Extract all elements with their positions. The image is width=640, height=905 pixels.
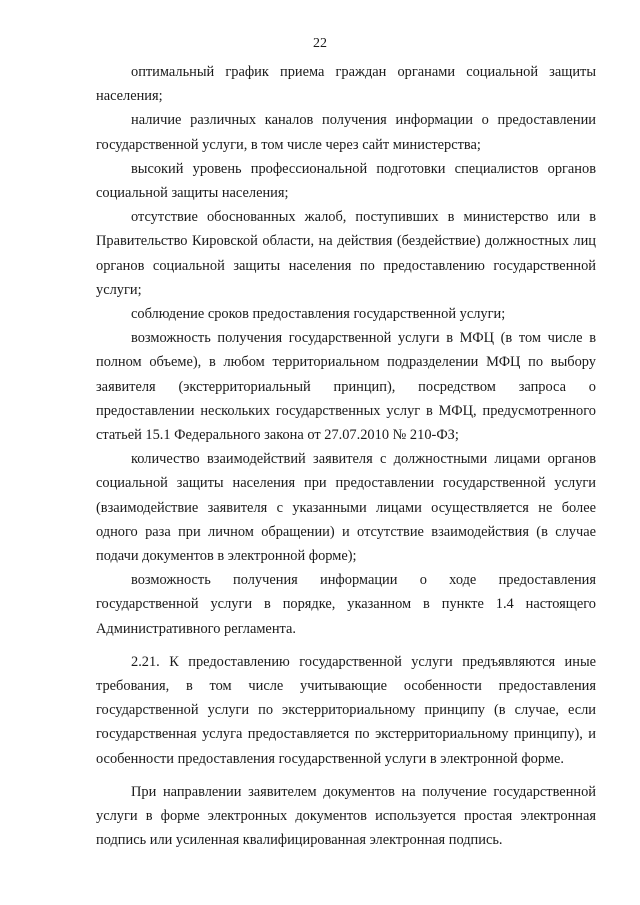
document-body: [96, 60, 596, 853]
paragraph-progress-info: возможность получения информации о ходе предоставления государственной услуги в порядке, указанном в пункте 1.4 настоящего Административного регламента.: [96, 572, 596, 637]
paragraph-electronic-signature: При направлении заявителем документов на получение государственной услуги в форме электронных документов используется простая электронная подпись или усиленная квалифицированная электронная подпись.: [96, 783, 596, 849]
paragraph-interactions: количество взаимодействий заявителя с должностными лицами органов социальной защиты населения при предоставлении государственной услуги (взаимодействие заявителя с указанными лицами осуществляется не более одного раза при личном обращении) и отсутствие взаимодействия (в случае подачи документов в электронной форме);: [96, 451, 596, 565]
paragraph-deadlines: соблюдение сроков предоставления государственной услуги;: [131, 306, 506, 323]
paragraph-section-2-21: 2.21. К предоставлению государственной услуги предъявляются иные требования, в том числе учитывающие особенности предоставления государственной услуги по экстерриториальному принципу (в случае, если государственная услуга предоставляется по экстерриториальному принципу), и особенности предоставления государственной услуги в электронной форме.: [96, 653, 596, 767]
paragraph-no-complaints: отсутствие обоснованных жалоб, поступивших в министерство или в Правительство Кировской области, на действия (бездействие) должностных лиц органов социальной защиты населения по предоставлению государственной услуги;: [96, 209, 596, 298]
paragraph-staff-training: высокий уровень профессиональной подготовки специалистов органов социальной защиты населения;: [96, 160, 596, 202]
page-number: 22: [313, 36, 327, 51]
paragraph-info-channels: наличие различных каналов получения информации о предоставлении государственной услуги, в том числе через сайт министерства;: [96, 112, 596, 153]
paragraph-mfc-access: возможность получения государственной услуги в МФЦ (в том числе в полном объеме), в любом территориальном подразделении МФЦ по выбору заявителя (экстерриториальный принцип), посредством запроса о предоставлении нескольких государственных услуг в МФЦ, предусмотренного статьей 15.1 Федерального закона от 27.07.2010 № 210-ФЗ;: [96, 330, 596, 444]
paragraph-schedule: оптимальный график приема граждан органами социальной защиты населения;: [96, 64, 596, 105]
